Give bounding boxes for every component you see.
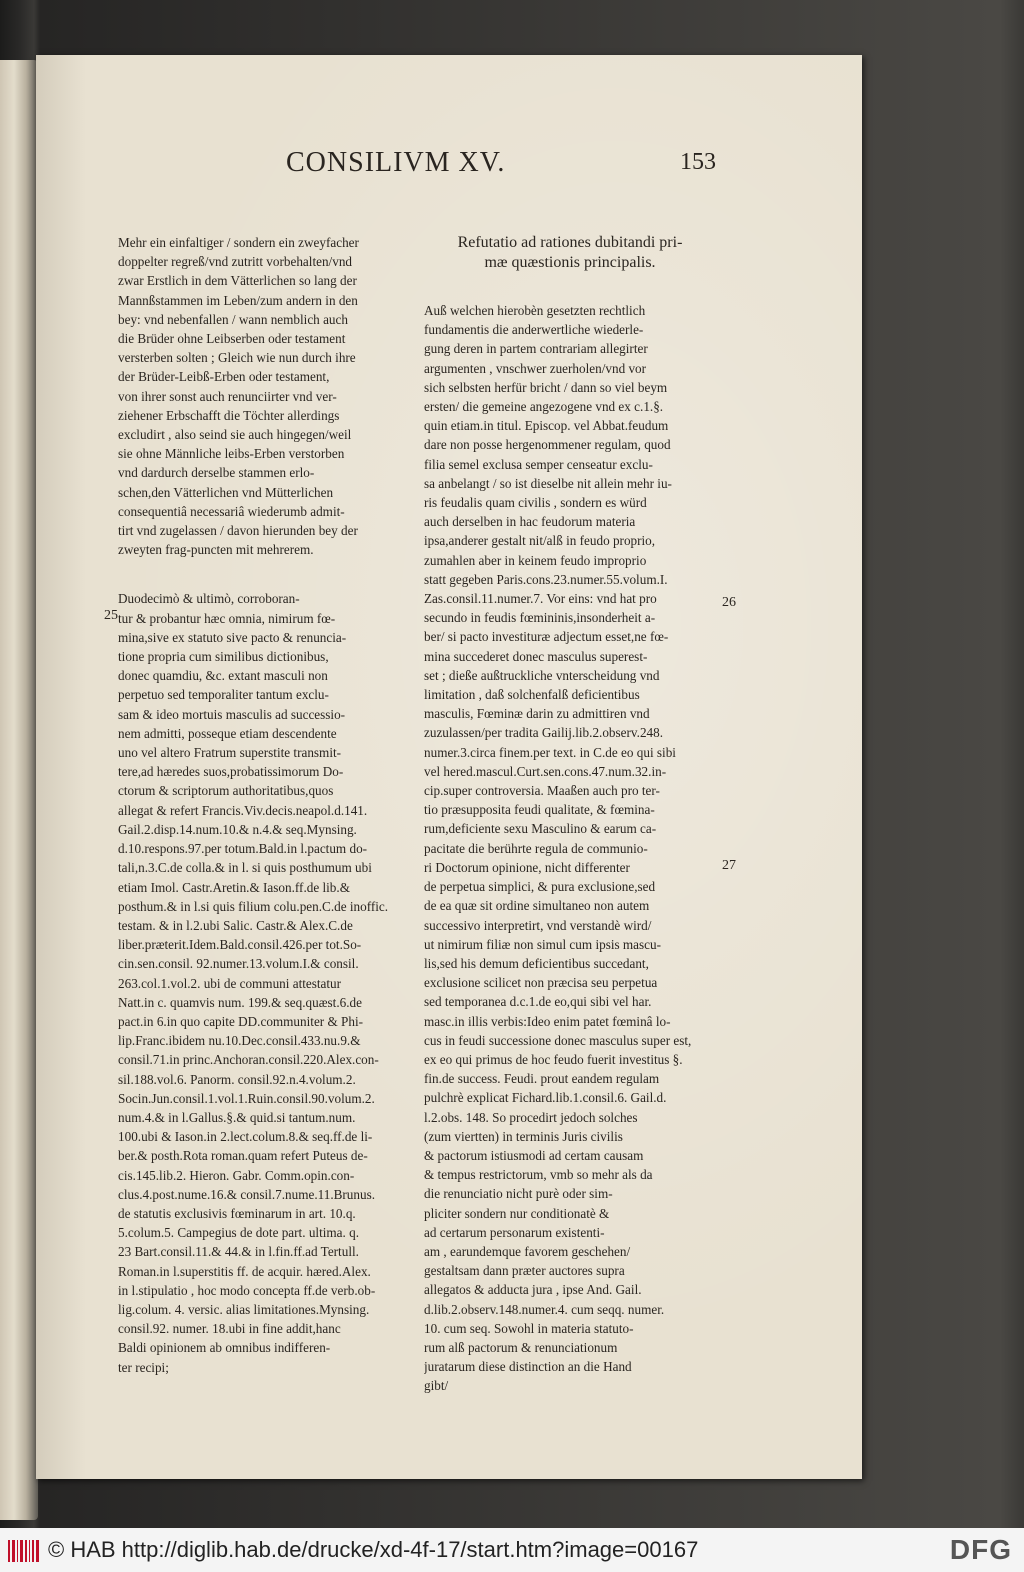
text-line: gibt/ [424,1378,449,1394]
text-line: fundamentis die anderwertliche wiederle- [424,322,644,338]
text-line: ri Doctorum opinione, nicht differenter [424,859,630,875]
left-column [118,233,410,1407]
right-column [424,233,716,1396]
text-line: juratarum diese distinction an die Hand [424,1359,632,1375]
text-line: zwar Erstlich in dem Vätterlichen so lang der [118,273,357,289]
text-line: filia semel exclusa semper censeatur exclu- [424,456,653,472]
text-line: die renunciatio nicht purè oder sim- [424,1186,613,1202]
text-line: & tempus restrictorum, vmb so mehr als da [424,1167,653,1183]
text-line: mina succederet donec masculus superest- [424,648,648,664]
text-line: testam. & in l.2.ubi Salic. Castr.& Alex.C.de [118,917,353,933]
text-line: bey: vnd nebenfallen / wann nemblich auch [118,311,348,327]
text-line: sie ohne Männliche leibs-Erben verstorben [118,446,345,462]
text-line: zuzulassen/per tradita Gailij.lib.2.observ.248. [424,725,664,741]
text-line: posthum.& in l.si quis filium colu.pen.C.de inoffic. [118,898,389,914]
text-line: doppelter regreß/vnd zutritt vorbehalten/vnd [118,254,353,270]
left-paragraph-1 [118,233,410,559]
text-line: gung deren in partem contrariam allegirter [424,341,648,357]
section-heading [424,233,716,273]
text-line: set ; dieße außtruckliche vnterscheidung vnd [424,667,660,683]
text-line: ris feudalis quam civilis , sondern es würd [424,495,647,511]
text-line: in l.stipulatio , hoc modo concepta ff.de verb.ob- [118,1282,376,1298]
text-line: perpetuo sed temporaliter tantum exclu- [118,687,329,703]
text-line: zweyten frag-puncten mit mehrerem. [118,542,314,558]
text-line: num.4.& in l.Gallus.§.& quid.si tantum.num. [118,1109,356,1125]
text-line: fin.de success. Feudi. prout eandem regulam [424,1071,660,1087]
text-line: allegatos & adducta jura , ipse And. Gail. [424,1282,642,1298]
text-line: tali,n.3.C.de colla.& in l. si quis posthumum ubi [118,860,372,876]
text-line: masculis, Fœminæ darin zu admittiren vnd [424,706,650,722]
footer-bar [0,1528,1024,1572]
text-line: Auß welchen hierobèn gesetzten rechtlich [424,303,646,318]
text-line: tio præsupposita feudi qualitate, & fœmina- [424,802,655,818]
text-line: ziehener Erbschafft die Töchter allerdings [118,407,340,423]
text-line: pulchrè explicat Fichard.lib.1.consil.6. Gail.d. [424,1090,667,1106]
text-line: ex eo qui primus de hoc feudo fuerit investitus §. [424,1051,683,1067]
footer-citation-link[interactable]: © HAB http://diglib.hab.de/drucke/xd-4f-17/start.htm?image=00167 [48,1537,699,1562]
text-line: liber.præterit.Idem.Bald.consil.426.per tot.So- [118,937,362,953]
text-line: lig.colum. 4. versic. alias limitationes.Mynsing. [118,1301,370,1317]
text-line: tur & probantur hæc omnia, nimirum fœ- [118,610,336,626]
text-line: tere,ad hæredes suos,probatissimorum Do- [118,764,344,780]
text-line: Socin.Jun.consil.1.vol.1.Ruin.consil.90.volum.2. [118,1090,375,1106]
previous-page-edge [0,60,38,1520]
text-line: de ea quæ sit ordine simultaneo non autem [424,898,650,914]
text-line: Baldi opinionem ab omnibus indifferen- [118,1340,331,1356]
text-line: sa anbelangt / so ist dieselbe nit allein mehr iu- [424,475,672,491]
text-line: secundo in feudis fœmininis,insonderheit a- [424,610,656,626]
text-line: lip.Franc.ibidem nu.10.Dec.consil.433.nu.9.& [118,1033,361,1049]
text-line: (zum viertten) in terminis Juris civilis [424,1128,623,1144]
text-line: ut nimirum filiæ non simul cum ipsis mascu- [424,936,662,952]
text-line: auch derselben in hac feudorum materia [424,514,636,530]
text-line: cip.super controversia. Maaßen auch pro ter- [424,783,660,799]
text-line: Mannßstammen im Leben/zum andern in den [118,292,358,308]
text-line: sil.188.vol.6. Panorm. consil.92.n.4.volum.2. [118,1071,356,1087]
text-line: Roman.in l.superstitis ff. de acquir. hæred.Alex. [118,1263,371,1279]
text-line: argumenten , vnschwer zuerholen/vnd vor [424,360,647,376]
margin-note-25: 25 [104,608,118,623]
text-line: masc.in illis verbis:Ideo enim patet fœminâ lo- [424,1013,671,1029]
text-line: Natt.in c. quamvis num. 199.& seq.quæst.6.de [118,994,362,1010]
text-line: consil.92. numer. 18.ubi in fine addit,hanc [118,1321,341,1337]
text-line: numer.3.circa finem.per text. in C.de eo qui sibi [424,744,676,760]
text-line: 10. cum seq. Sowohl in materia statuto- [424,1320,634,1336]
text-line: ber/ si pacto investituræ adjectum esset,ne fœ- [424,629,669,645]
margin-note-27: 27 [722,858,736,873]
text-line: etiam Imol. Castr.Aretin.& Iason.ff.de lib.& [118,879,350,895]
text-line: Duodecimò & ultimò, corroboran- [118,591,300,607]
book-page [36,55,862,1479]
text-line: vel hered.mascul.Curt.sen.cons.47.num.32.in- [424,763,667,779]
text-line: die Brüder ohne Leibserben oder testament [118,331,346,347]
text-line: tione propria cum similibus dictionibus, [118,649,329,665]
text-line: mæ quæstionis principalis. [484,254,656,271]
margin-note-26: 26 [722,595,736,610]
text-line: l.2.obs. 148. So procedirt jedoch solches [424,1109,638,1125]
text-line: am , earundemque favorem geschehen/ [424,1243,631,1259]
text-line: tirt vnd zugelassen / davon hierunden bey der [118,523,358,539]
library-barcode-icon [8,1540,40,1562]
text-line: consil.71.in princ.Anchoran.consil.220.Alex.con- [118,1052,379,1068]
dfg-logo: DFG [949,1534,1012,1565]
text-line: pacitate die berührte regula de communio- [424,840,648,856]
text-line: sam & ideo mortuis masculis ad successio- [118,706,346,722]
text-line: limitation , daß solchenfalß deficientibus [424,687,640,703]
text-line: Gail.2.disp.14.num.10.& n.4.& seq.Mynsing. [118,821,357,837]
text-line: ter recipi; [118,1359,169,1375]
text-line: versterben solten ; Gleich wie nun durch ihre [118,350,356,366]
text-line: dare non posse hergenommener regulam, quod [424,437,671,453]
text-line: pact.in 6.in quo capite DD.communiter & Phi- [118,1013,364,1029]
text-line: statt gegeben Paris.cons.23.numer.55.volum.I. [424,571,668,587]
page-header [36,147,862,187]
text-line: de perpetua simplici, & pura exclusione,sed [424,879,656,895]
text-line: Zas.consil.11.numer.7. Vor eins: vnd hat pro [424,591,657,607]
text-line: ad certarum personarum existenti- [424,1224,605,1240]
text-line: Refutatio ad rationes dubitandi pri- [457,234,683,251]
text-line: donec quamdiu, &c. extant masculi non [118,668,328,684]
text-line: zumahlen aber in keinem feudo improprio [424,552,647,568]
text-line: gestaltsam dann præter auctores supra [424,1263,625,1279]
text-line: uno vel altero Fratrum superstite transmit- [118,745,342,761]
text-line: successivo interpretirt, vnd verstandè wird/ [424,917,652,933]
page-number: 153 [680,149,716,175]
text-line: rum,deficiente sexu Masculino & earum ca- [424,821,657,837]
text-line: sich selbsten herfür bricht / dann so viel beym [424,379,668,395]
text-line: vnd dardurch derselbe stammen erlo- [118,465,315,481]
running-title: CONSILIVM XV. [286,147,506,178]
text-line: Mehr ein einfaltiger / sondern ein zweyfacher [118,235,359,250]
text-line: 23 Bart.consil.11.& 44.& in l.fin.ff.ad Tertull. [118,1244,359,1260]
text-line: cin.sen.consil. 92.numer.13.volum.I.& consil. [118,956,359,972]
text-line: 100.ubi & Iason.in 2.lect.colum.8.& seq.ff.de li- [118,1129,373,1145]
right-paragraph [424,301,716,1396]
text-line: mina,sive ex statuto sive pacto & renuncia- [118,629,347,645]
text-line: ipsa,anderer gestalt nit/alß in feudo proprio, [424,533,656,549]
text-line: ersten/ die gemeine angezogene vnd ex c.1.§. [424,399,664,415]
left-paragraph-2 [118,589,410,1376]
text-line: ctorum & scriptorum authoritatibus,quos [118,783,334,799]
text-line: nem admitti, posseque etiam descendente [118,725,337,741]
text-line: 263.col.1.vol.2. ubi de communi attestatur [118,975,342,991]
text-line: sed temporanea d.c.1.de eo,qui sibi vel har. [424,994,652,1010]
text-line: ber.& posth.Rota roman.quam refert Puteus de- [118,1148,368,1164]
text-line: schen,den Vätterlichen vnd Mütterlichen [118,484,334,500]
text-line: pliciter sondern nur conditionatè & [424,1205,610,1221]
text-line: der Brüder-Leibß-Erben oder testament, [118,369,330,385]
text-line: 5.colum.5. Campegius de dote part. ultima. q. [118,1225,359,1241]
text-line: & pactorum istiusmodi ad certam causam [424,1147,644,1163]
text-line: allegat & refert Francis.Viv.decis.neapol.d.141. [118,802,368,818]
text-line: quin etiam.in titul. Episcop. vel Abbat.feudum [424,418,669,434]
text-line: rum alß pactorum & renunciationum [424,1339,618,1355]
text-line: consequentiâ necessariâ wiederumb admit- [118,503,345,519]
text-line: cus in feudi successione donec masculus super est, [424,1032,692,1048]
text-line: von ihrer sonst auch renunciirter vnd ver- [118,388,337,404]
text-line: clus.4.post.nume.16.& consil.7.nume.11.Brunus. [118,1186,376,1202]
text-line: cis.145.lib.2. Hieron. Gabr. Comm.opin.con- [118,1167,355,1183]
text-line: d.lib.2.observ.148.numer.4. cum seqq. numer. [424,1301,665,1317]
text-line: exclusione scilicet non præcisa seu perpetua [424,975,658,991]
text-line: de statutis exclusivis fœminarum in art. 10.q. [118,1205,356,1221]
text-line: d.10.respons.97.per totum.Bald.in l.pactum do- [118,841,368,857]
text-line: lis,sed his demum deficientibus succedant, [424,955,649,971]
text-line: excludirt , also seind sie auch hingegen/weil [118,427,352,443]
